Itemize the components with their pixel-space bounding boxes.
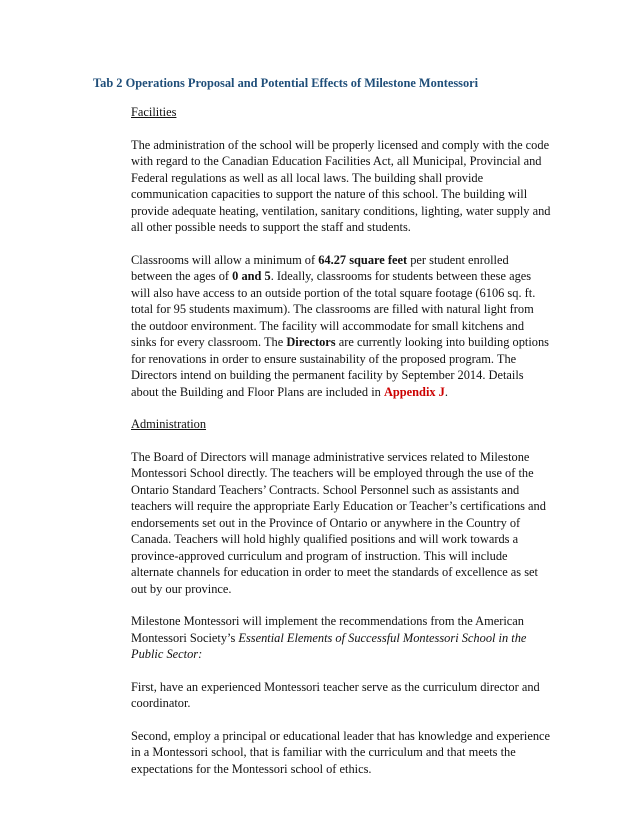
bold-square-feet: 64.27 square feet — [318, 252, 408, 267]
administration-subheading: Administration — [131, 417, 207, 431]
document-body — [131, 104, 551, 793]
administration-paragraph-4: Second, employ a principal or educational leader that has knowledge and experience in a Montessori school, that is familiar with the curriculum and that meets the expectations for the Montessori school of ethics. — [131, 728, 551, 776]
italic-publication-title: Essential Elements of Successful Montessori School in the Public Sector: — [131, 630, 527, 661]
document-heading: Tab 2 Operations Proposal and Potential Effects of Milestone Montessori — [93, 76, 479, 90]
administration-paragraph-1: The Board of Directors will manage administrative services related to Milestone Montessori School directly. The teachers will be employed through the use of the Ontario Standard Teachers’ Contracts. School Personnel such as assistants and teachers will require the appropriate Early Education or Teacher’s certifications and endorsements set out in the Province of Ontario or anywhere in the Country of Canada. Teachers will hold highly qualified positions and will work towards a province-approved curriculum and program of instruction. This will include alternate channels for education in order to meet the standards of excellence as set out by our province. — [131, 449, 546, 596]
text-run: Classrooms will allow a minimum of — [131, 252, 319, 267]
text-run: Milestone Montessori will implement the recommendations from the American Montessori Society’s — [131, 614, 524, 645]
text-run: are currently looking into building options for renovations in order to ensure sustainability of the proposed program. The Directors intend on building the permanent facility by September 2014. Details about the Building and Floor Plans are included in — [131, 335, 549, 399]
facilities-paragraph-1: The administration of the school will be properly licensed and comply with the code with regard to the Canadian Education Facilities Act, all Municipal, Provincial and Federal regulations as well as all local laws. The building shall provide communication capacities to support the nature of this school. The building will provide adequate heating, ventilation, sanitary conditions, lighting, water supply and all other possible needs to support the staff and students. — [131, 137, 551, 234]
administration-paragraph-3: First, have an experienced Montessori teacher serve as the curriculum director and coordinator. — [131, 679, 540, 710]
facilities-subheading: Facilities — [131, 105, 177, 119]
bold-age-range: 0 and 5 — [232, 269, 271, 283]
text-run: . — [444, 384, 448, 399]
text-run: per student enrolled between the ages of — [131, 252, 509, 283]
administration-paragraph-2 — [131, 613, 551, 663]
appendix-j-link[interactable]: Appendix J — [383, 384, 445, 399]
bold-directors: Directors — [286, 335, 336, 349]
text-run: . Ideally, classrooms for students between these ages will also have access to an outside portion of the total square footage (6106 sq. ft. total for 95 students maximum). The classrooms are filled with natural light from the outdoor environment. The facility will accommodate for small kitchens and sinks for every classroom. The — [131, 269, 536, 349]
facilities-paragraph-2 — [131, 252, 551, 401]
